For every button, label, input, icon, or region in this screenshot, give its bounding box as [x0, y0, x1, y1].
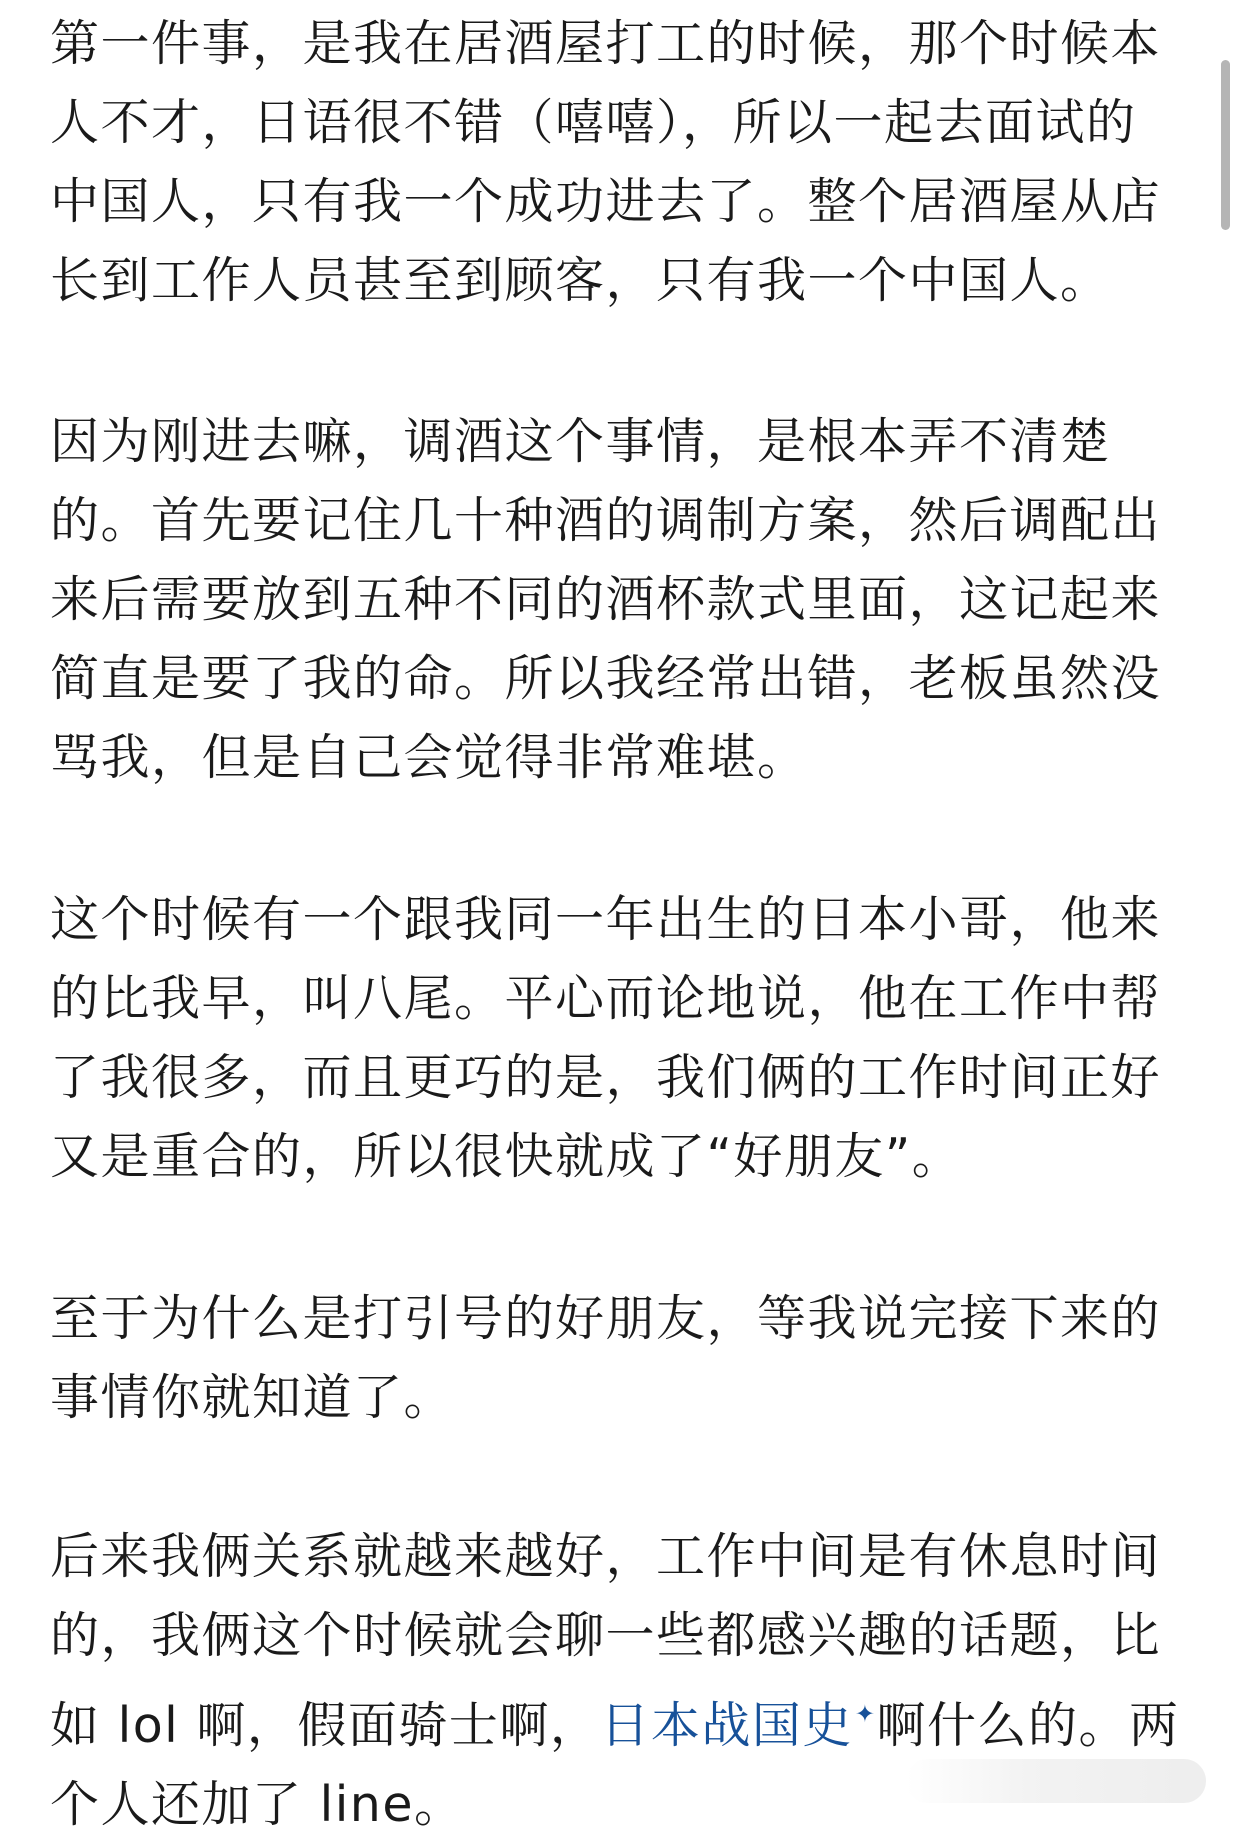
text-line: 个人还加了 line。: [50, 1776, 465, 1833]
text-line: 中国人，只有我一个成功进去了。整个居酒屋从店: [50, 173, 1162, 230]
text-line: 人不才，日语很不错（嘻嘻），所以一起去面试的: [50, 94, 1137, 151]
topic-link-japanese-sengoku-history[interactable]: [600, 1697, 876, 1754]
text-line-with-link: [50, 1675, 1180, 1765]
text-line: 的，我俩这个时候就会聊一些都感兴趣的话题，比: [50, 1607, 1162, 1664]
text-line: 长到工作人员甚至到顾客，只有我一个中国人。: [50, 252, 1111, 309]
text-line: 来后需要放到五种不同的酒杯款式里面，这记起来: [50, 571, 1162, 628]
text-line: 简直是要了我的命。所以我经常出错，老板虽然没: [50, 650, 1162, 707]
text-line: 因为刚进去嘛，调酒这个事情，是根本弄不清楚: [50, 413, 1111, 470]
text-line: 的比我早，叫八尾。平心而论地说，他在工作中帮: [50, 970, 1162, 1027]
text-line: 的。首先要记住几十种酒的调制方案，然后调配出: [50, 492, 1162, 549]
text-line: 事情你就知道了。: [50, 1369, 455, 1426]
text-segment: 如 lol 啊，假面骑士啊，: [50, 1697, 601, 1754]
text-line: 骂我，但是自己会觉得非常难堪。: [50, 729, 808, 786]
text-line: 又是重合的，所以很快就成了“好朋友”。: [50, 1128, 963, 1185]
text-line: 后来我俩关系就越来越好，工作中间是有休息时间: [50, 1528, 1162, 1585]
text-line: 这个时候有一个跟我同一年出生的日本小哥，他来: [50, 891, 1162, 948]
paragraph-2: [50, 402, 1161, 797]
paragraph-1: [50, 4, 1161, 320]
text-segment: 啊什么的。两: [876, 1697, 1180, 1754]
sparkle-icon: ✦: [854, 1700, 877, 1728]
scrollbar-thumb[interactable]: [1221, 60, 1230, 230]
watermark-overlay: [906, 1759, 1206, 1803]
paragraph-3: [50, 880, 1161, 1196]
paragraph-4: [50, 1279, 1161, 1437]
text-line: 至于为什么是打引号的好朋友，等我说完接下来的: [50, 1290, 1162, 1347]
text-line: 了我很多，而且更巧的是，我们俩的工作时间正好: [50, 1049, 1162, 1106]
text-line: 第一件事，是我在居酒屋打工的时候，那个时候本: [50, 15, 1162, 72]
topic-link-label[interactable]: 日本战国史: [600, 1697, 853, 1754]
